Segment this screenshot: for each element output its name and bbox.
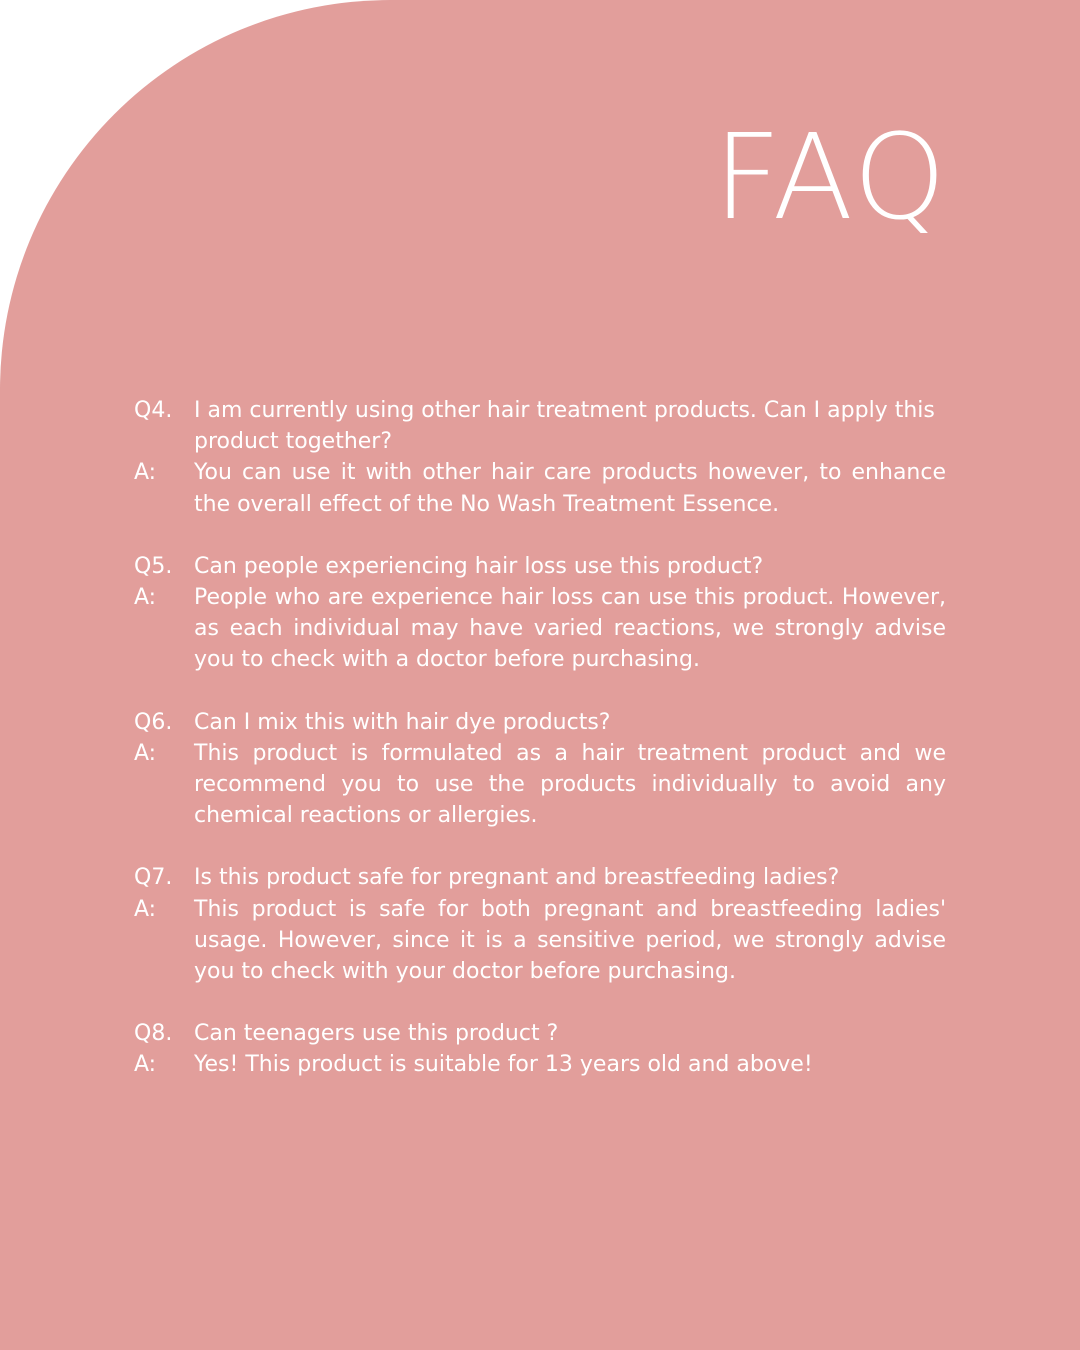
answer-label: A: [134, 585, 157, 611]
faq-question [134, 395, 946, 457]
page-title: FAQ [713, 108, 948, 246]
faq-item-q7 [134, 862, 946, 987]
faq-question [134, 862, 946, 893]
faq-question [134, 707, 946, 738]
question-text: Is this product safe for pregnant and breastfeeding ladies? [194, 865, 840, 891]
question-label: Q4. [134, 398, 173, 423]
faq-answer [134, 582, 946, 676]
question-text: I am currently using other hair treatment products. Can I apply this product together? [194, 398, 935, 455]
answer-label: A: [134, 460, 157, 486]
faq-question [134, 1018, 946, 1049]
faq-answer [134, 738, 946, 832]
faq-item-q8 [134, 1018, 946, 1080]
question-text: Can teenagers use this product ? [194, 1021, 559, 1047]
question-text: Can people experiencing hair loss use this product? [194, 553, 764, 579]
answer-text: This product is formulated as a hair treatment product and we recommend you to use the products individually to avoid any chemical reactions or allergies. [194, 740, 946, 829]
question-label: Q6. [134, 709, 173, 735]
faq-question [134, 551, 946, 582]
faq-answer [134, 894, 946, 988]
question-text: Can I mix this with hair dye products? [194, 709, 611, 735]
faq-item-q6 [134, 707, 946, 832]
faq-answer [134, 1049, 946, 1080]
answer-text: This product is safe for both pregnant and breastfeeding ladies' usage. However, since it is a sensitive period, we strongly advise you to check with your doctor before purchasing. [194, 896, 946, 985]
faq-item-q4 [134, 395, 946, 520]
answer-text: Yes! This product is suitable for 13 years old and above! [194, 1052, 813, 1078]
question-label: Q8. [134, 1021, 173, 1047]
faq-item-q5 [134, 551, 946, 676]
question-label: Q5. [134, 553, 173, 579]
answer-text: People who are experience hair loss can use this product. However, as each individual may have varied reactions, we strongly advise you to check with a doctor before purchasing. [194, 585, 946, 673]
answer-text: You can use it with other hair care products however, to enhance the overall effect of the No Wash Treatment Essence. [194, 460, 946, 517]
answer-label: A: [134, 740, 157, 766]
faq-list [134, 395, 946, 1112]
faq-answer [134, 457, 946, 519]
answer-label: A: [134, 1052, 157, 1078]
answer-label: A: [134, 896, 157, 922]
question-label: Q7. [134, 865, 173, 891]
